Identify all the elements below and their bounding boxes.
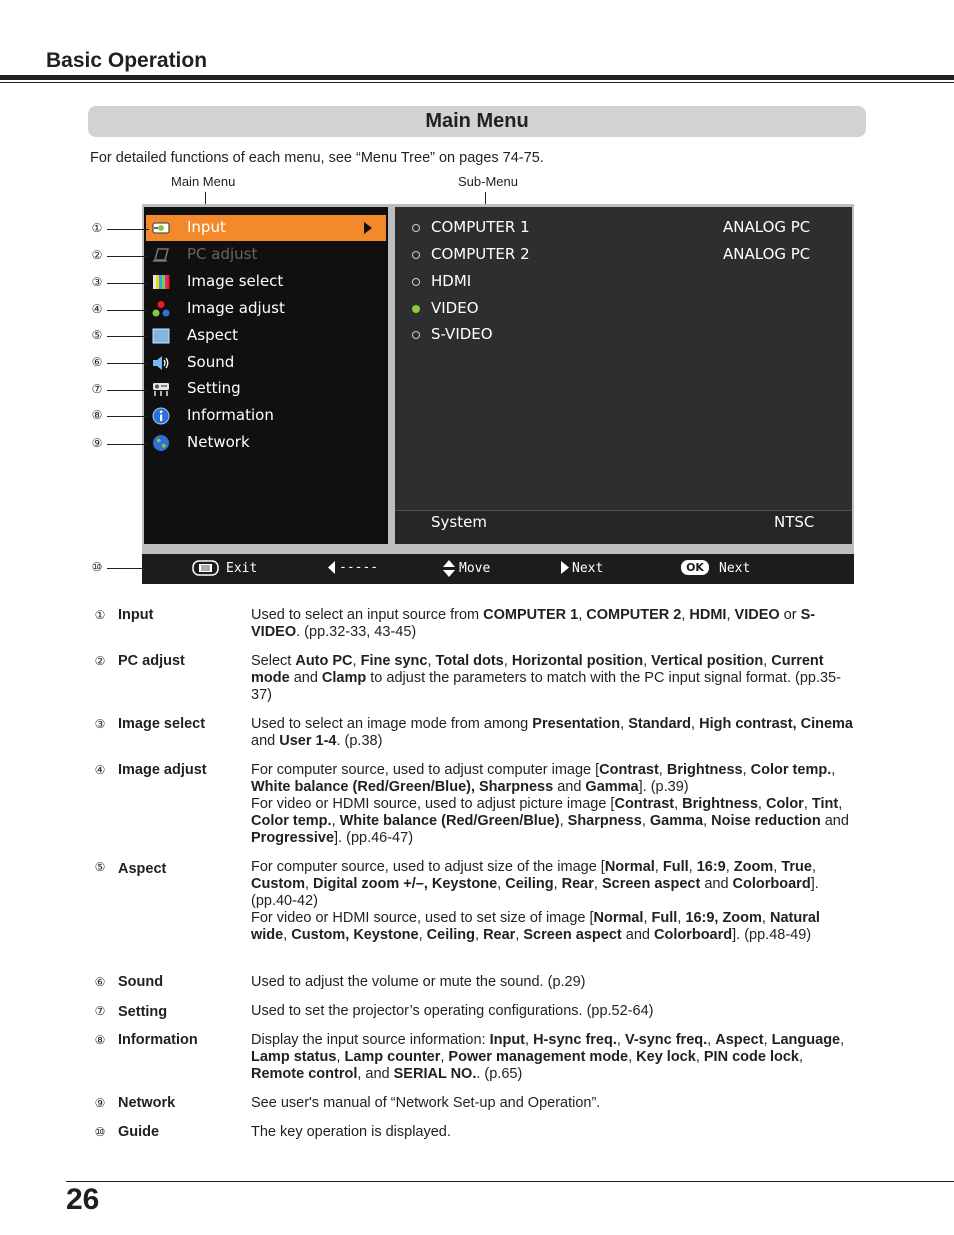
- footer-rule: [66, 1181, 954, 1182]
- menu-item-label: Information: [187, 406, 274, 424]
- menu-item-label: Input: [187, 218, 226, 236]
- menu-item-label: Image adjust: [187, 299, 285, 317]
- sub-item-label: COMPUTER 2: [431, 245, 530, 263]
- sub-item-video[interactable]: [410, 296, 840, 322]
- desc-text: Used to select an image mode from among Presentation, Standard, High contrast, Cinema and User 1-4. (p.38): [251, 716, 853, 749]
- section-title: Basic Operation: [46, 49, 208, 72]
- caption-main-menu: Main Menu: [171, 174, 236, 189]
- desc-term: Information: [118, 1032, 198, 1048]
- callout-leader: [107, 310, 149, 311]
- callout-leader: [107, 336, 149, 337]
- setting-icon: [152, 380, 170, 398]
- menu-item-pc-adjust[interactable]: [146, 242, 386, 268]
- callout-leader: [107, 256, 149, 257]
- menu-item-label: Network: [187, 433, 250, 451]
- desc-text: For computer source, used to adjust computer image [Contrast, Brightness, Color temp., White balance (Red/Green/Blue), Sharpness and Gamma]. (p.39) For video or HDMI source, used to adjust picture image [Contrast, Brightness, Color, Tint, Color temp., White balance (Red/Green/Blue), Sharpness, Gamma, Noise reduction and Progressive]. (pp.46-47): [251, 762, 849, 846]
- radio-button-selected: [412, 305, 420, 313]
- callout-leader: [107, 416, 149, 417]
- submenu-arrow-icon: [364, 222, 372, 234]
- sub-item-label: VIDEO: [431, 299, 479, 317]
- guide-next-arrow: Next: [561, 560, 621, 578]
- menu-item-network[interactable]: [146, 430, 386, 456]
- arrow-up-down-icon: [443, 560, 455, 577]
- desc-text: See user's manual of “Network Set-up and Operation”.: [251, 1095, 601, 1111]
- desc-number: ⑦: [94, 1004, 106, 1018]
- desc-number: ④: [94, 763, 106, 777]
- sub-item-label: HDMI: [431, 272, 472, 290]
- input-icon: [152, 219, 170, 237]
- menu-item-label: Image select: [187, 272, 284, 290]
- guide-exit: Exit: [192, 560, 262, 578]
- menu-item-label: PC adjust: [187, 245, 258, 263]
- desc-text: Used to adjust the volume or mute the sound. (p.29): [251, 974, 586, 990]
- desc-term: Setting: [118, 1004, 168, 1020]
- menu-item-information[interactable]: [146, 403, 386, 429]
- desc-text: Display the input source information: Input, H-sync freq., V-sync freq., Aspect, Language, Lamp status, Lamp counter, Power management mode, Key lock, PIN code lock, Remote control, and SERIAL NO.. (p.65): [251, 1032, 845, 1082]
- main-menu-banner: [88, 106, 866, 137]
- callout-7: ⑦: [91, 382, 103, 396]
- desc-number: ⑩: [94, 1125, 106, 1139]
- callout-leader: [107, 444, 149, 445]
- sub-item-label: COMPUTER 1: [431, 218, 530, 236]
- callout-leader: [107, 568, 147, 569]
- sub-item-value: ANALOG PC: [723, 245, 811, 263]
- desc-number: ⑥: [94, 975, 106, 989]
- desc-text: Used to set the projector’s operating configurations. (pp.52-64): [251, 1003, 654, 1019]
- sound-icon: [152, 354, 170, 372]
- sub-item-value: ANALOG PC: [723, 218, 811, 236]
- header-rule-thin: [0, 82, 954, 83]
- radio-button: [412, 278, 420, 286]
- desc-number: ②: [94, 654, 106, 668]
- callout-6: ⑥: [91, 355, 103, 369]
- guide-back: -----: [339, 560, 379, 575]
- desc-number: ⑤: [94, 860, 106, 874]
- header-rule: [0, 75, 954, 80]
- image-select-icon: [152, 273, 170, 291]
- menu-item-label: Setting: [187, 379, 241, 397]
- callout-5: ⑤: [91, 328, 103, 342]
- menu-item-aspect[interactable]: [146, 323, 386, 349]
- callout-leader: [107, 390, 149, 391]
- guide-move: Move: [443, 560, 503, 578]
- desc-number: ⑨: [94, 1096, 106, 1110]
- intro-text: For detailed functions of each menu, see “Menu Tree” on pages 74-75.: [90, 150, 544, 166]
- page-number: 26: [66, 1183, 100, 1216]
- desc-term: Input: [118, 607, 154, 623]
- banner-title: Main Menu: [425, 110, 529, 132]
- image-adjust-icon: [152, 300, 170, 318]
- menu-item-label: Sound: [187, 353, 235, 371]
- desc-term: Network: [118, 1095, 176, 1111]
- menu-item-label: Aspect: [187, 326, 238, 344]
- desc-text: Used to select an input source from COMPUTER 1, COMPUTER 2, HDMI, VIDEO or S-VIDEO. (pp.32-33, 43-45): [251, 607, 816, 640]
- desc-term: Image select: [118, 716, 206, 732]
- arrow-left-icon: [328, 561, 336, 574]
- ok-button-icon: OK: [681, 560, 709, 575]
- guide-next-ok: OK Next: [681, 560, 761, 578]
- system-value: NTSC: [774, 513, 815, 531]
- callout-9: ⑨: [91, 436, 103, 450]
- desc-term: PC adjust: [118, 653, 185, 669]
- radio-button: [412, 251, 420, 259]
- radio-button: [412, 331, 420, 339]
- sub-item-computer-1[interactable]: [410, 215, 840, 241]
- sub-item-label: S-VIDEO: [431, 325, 493, 343]
- radio-button: [412, 224, 420, 232]
- desc-term: Guide: [118, 1124, 160, 1140]
- arrow-right-icon: [561, 561, 569, 574]
- sub-item-s-video[interactable]: [410, 322, 840, 348]
- menu-item-setting[interactable]: [146, 376, 386, 402]
- menu-item-input[interactable]: [146, 215, 386, 241]
- desc-text: The key operation is displayed.: [251, 1124, 451, 1140]
- menu-item-image-adjust[interactable]: [146, 296, 386, 322]
- desc-term: Sound: [118, 974, 164, 990]
- callout-1: ①: [91, 221, 103, 235]
- desc-text: For computer source, used to adjust size of the image [Normal, Full, 16:9, Zoom, True, Custom, Digital zoom +/–, Keystone, Ceiling, Rear, Screen aspect and Colorboard]. (pp.40-42) For video or HDMI source, used to set size of image [Normal, Full, 16:9, Zoom, Natural wide, Custom, Keystone, Ceiling, Rear, Screen aspect and Colorboard]. (pp.48-49): [251, 859, 820, 943]
- menu-button-icon: [192, 560, 219, 576]
- aspect-icon: [152, 327, 170, 345]
- menu-item-sound[interactable]: [146, 350, 386, 376]
- sub-item-hdmi[interactable]: [410, 269, 840, 295]
- callout-leader: [107, 363, 149, 364]
- desc-text: Select Auto PC, Fine sync, Total dots, Horizontal position, Vertical position, Current mode and Clamp to adjust the parameters to match with the PC input signal format. (pp.35-37): [251, 653, 841, 703]
- callout-8: ⑧: [91, 408, 103, 422]
- desc-term: Image adjust: [118, 762, 207, 778]
- desc-number: ⑧: [94, 1033, 106, 1047]
- network-icon: [152, 434, 170, 452]
- caption-sub-menu: Sub-Menu: [458, 174, 518, 189]
- callout-10: ⑩: [91, 560, 103, 574]
- system-label: System: [431, 513, 487, 531]
- callout-leader: [107, 229, 149, 230]
- desc-number: ③: [94, 717, 106, 731]
- pc-adjust-icon: [152, 246, 170, 264]
- callout-leader: [107, 283, 149, 284]
- callout-4: ④: [91, 302, 103, 316]
- desc-number: ①: [94, 608, 106, 622]
- information-icon: [152, 407, 170, 425]
- menu-item-image-select[interactable]: [146, 269, 386, 295]
- callout-3: ③: [91, 275, 103, 289]
- callout-2: ②: [91, 248, 103, 262]
- sub-item-computer-2[interactable]: [410, 242, 840, 268]
- desc-term: Aspect: [118, 861, 167, 877]
